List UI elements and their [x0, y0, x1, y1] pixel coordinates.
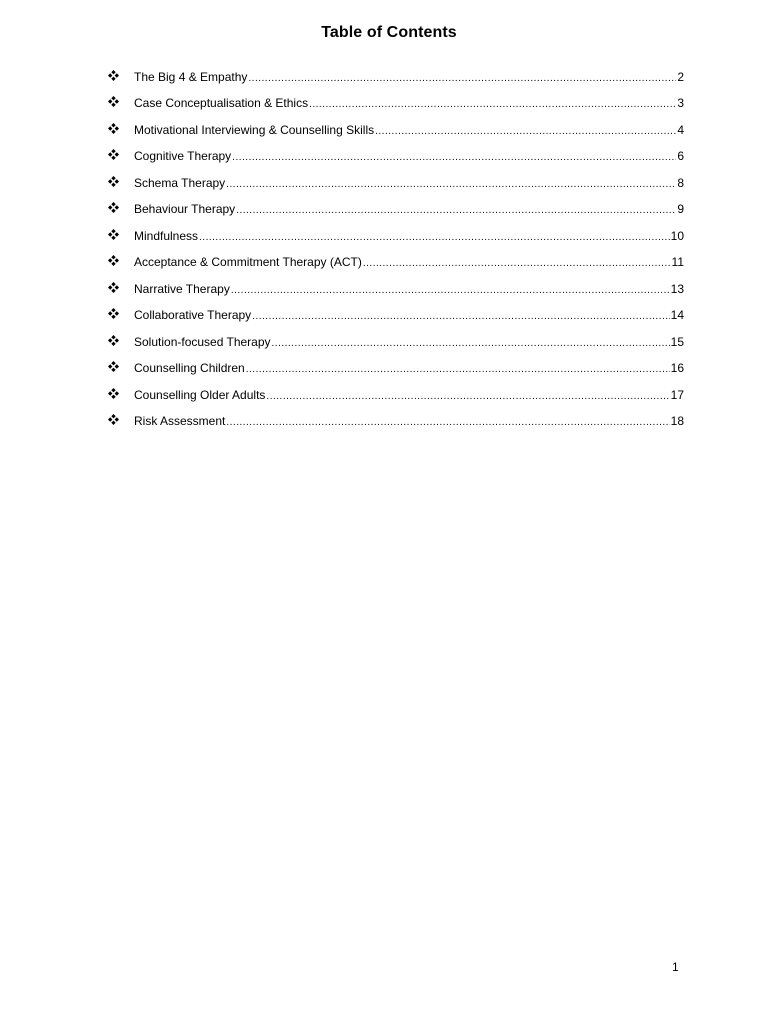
toc-page-number: 4 [677, 122, 684, 137]
toc-link-mindfulness[interactable] [134, 227, 684, 247]
dot-leader [248, 70, 676, 88]
dot-leader [266, 388, 669, 406]
toc-entry-label: Acceptance & Commitment Therapy (ACT) [134, 255, 362, 269]
toc-page-number: 17 [670, 387, 684, 402]
toc-entry-label: Risk Assessment [134, 414, 226, 428]
toc-entry [108, 331, 684, 358]
four-diamond-bullet-icon [108, 172, 134, 190]
four-diamond-bullet-icon [108, 305, 134, 323]
toc-link-narrative-therapy[interactable] [134, 280, 684, 300]
toc-link-risk-assessment[interactable] [134, 412, 684, 432]
toc-entry-label: Case Conceptualisation & Ethics [134, 96, 309, 110]
toc-entry [108, 199, 684, 226]
toc-page-number: 3 [677, 96, 684, 110]
toc-page-number: 15 [670, 334, 684, 349]
toc-page-number: 10 [670, 228, 684, 243]
toc-page-number: 13 [670, 281, 684, 296]
four-diamond-bullet-icon [108, 384, 134, 402]
dot-leader [252, 308, 669, 326]
toc-link-solution-focused-therapy[interactable] [134, 333, 684, 353]
toc-entry-label: Solution-focused Therapy [134, 334, 271, 349]
toc-entry [108, 119, 684, 146]
toc-entry [108, 93, 684, 120]
toc-link-counselling-children[interactable] [134, 359, 684, 379]
page-title: Table of Contents [321, 24, 457, 41]
toc-entry [108, 358, 684, 385]
toc-page-number: 9 [677, 202, 684, 216]
toc-entry [108, 278, 684, 305]
toc-entry [108, 225, 684, 252]
dot-leader [363, 255, 671, 273]
table-of-contents [108, 66, 684, 437]
dot-leader [236, 202, 676, 220]
toc-entry-label: Motivational Interviewing & Counselling Skills [134, 122, 375, 137]
toc-entry [108, 411, 684, 438]
toc-entry [108, 305, 684, 332]
toc-entry [108, 146, 684, 173]
toc-link-schema-therapy[interactable] [134, 174, 684, 194]
toc-entry-label: Schema Therapy [134, 175, 226, 190]
four-diamond-bullet-icon [108, 146, 134, 164]
toc-link-motivational-interviewing[interactable] [134, 121, 684, 141]
toc-entry-label: Behaviour Therapy [134, 202, 236, 216]
four-diamond-bullet-icon [108, 278, 134, 296]
toc-entry-label: The Big 4 & Empathy [134, 69, 248, 84]
four-diamond-bullet-icon [108, 66, 134, 84]
toc-page-number: 6 [677, 149, 684, 163]
toc-entry [108, 252, 684, 279]
toc-link-behaviour-therapy[interactable] [134, 200, 684, 220]
toc-page-number: 18 [670, 414, 684, 428]
four-diamond-bullet-icon [108, 93, 134, 111]
dot-leader [375, 123, 676, 141]
dot-leader [199, 229, 670, 247]
four-diamond-bullet-icon [108, 331, 134, 349]
toc-link-act[interactable] [134, 253, 684, 273]
toc-link-case-conceptualisation[interactable] [134, 94, 684, 114]
toc-page-number: 2 [677, 69, 684, 84]
toc-page-number: 14 [670, 308, 684, 322]
dot-leader [231, 282, 670, 300]
four-diamond-bullet-icon [108, 252, 134, 270]
toc-entry-label: Narrative Therapy [134, 281, 230, 296]
dot-leader [246, 361, 670, 379]
toc-link-big4-empathy[interactable] [134, 68, 684, 88]
toc-entry-label: Collaborative Therapy [134, 308, 252, 322]
toc-entry-label: Counselling Children [134, 361, 245, 375]
toc-link-counselling-older-adults[interactable] [134, 386, 684, 406]
four-diamond-bullet-icon [108, 358, 134, 376]
dot-leader [309, 96, 676, 114]
page-number: 1 [672, 960, 679, 974]
toc-page-number: 11 [671, 255, 684, 269]
toc-entry-label: Mindfulness [134, 228, 199, 243]
toc-link-cognitive-therapy[interactable] [134, 147, 684, 167]
toc-page-number: 16 [670, 361, 684, 375]
toc-link-collaborative-therapy[interactable] [134, 306, 684, 326]
dot-leader [272, 335, 670, 353]
four-diamond-bullet-icon [108, 199, 134, 217]
dot-leader [226, 414, 669, 432]
four-diamond-bullet-icon [108, 411, 134, 429]
toc-page-number: 8 [677, 175, 684, 190]
toc-entry [108, 384, 684, 411]
four-diamond-bullet-icon [108, 225, 134, 243]
dot-leader [232, 149, 676, 167]
four-diamond-bullet-icon [108, 119, 134, 137]
toc-entry-label: Cognitive Therapy [134, 149, 232, 163]
toc-entry-label: Counselling Older Adults [134, 387, 266, 402]
toc-entry [108, 66, 684, 93]
dot-leader [226, 176, 676, 194]
toc-entry [108, 172, 684, 199]
